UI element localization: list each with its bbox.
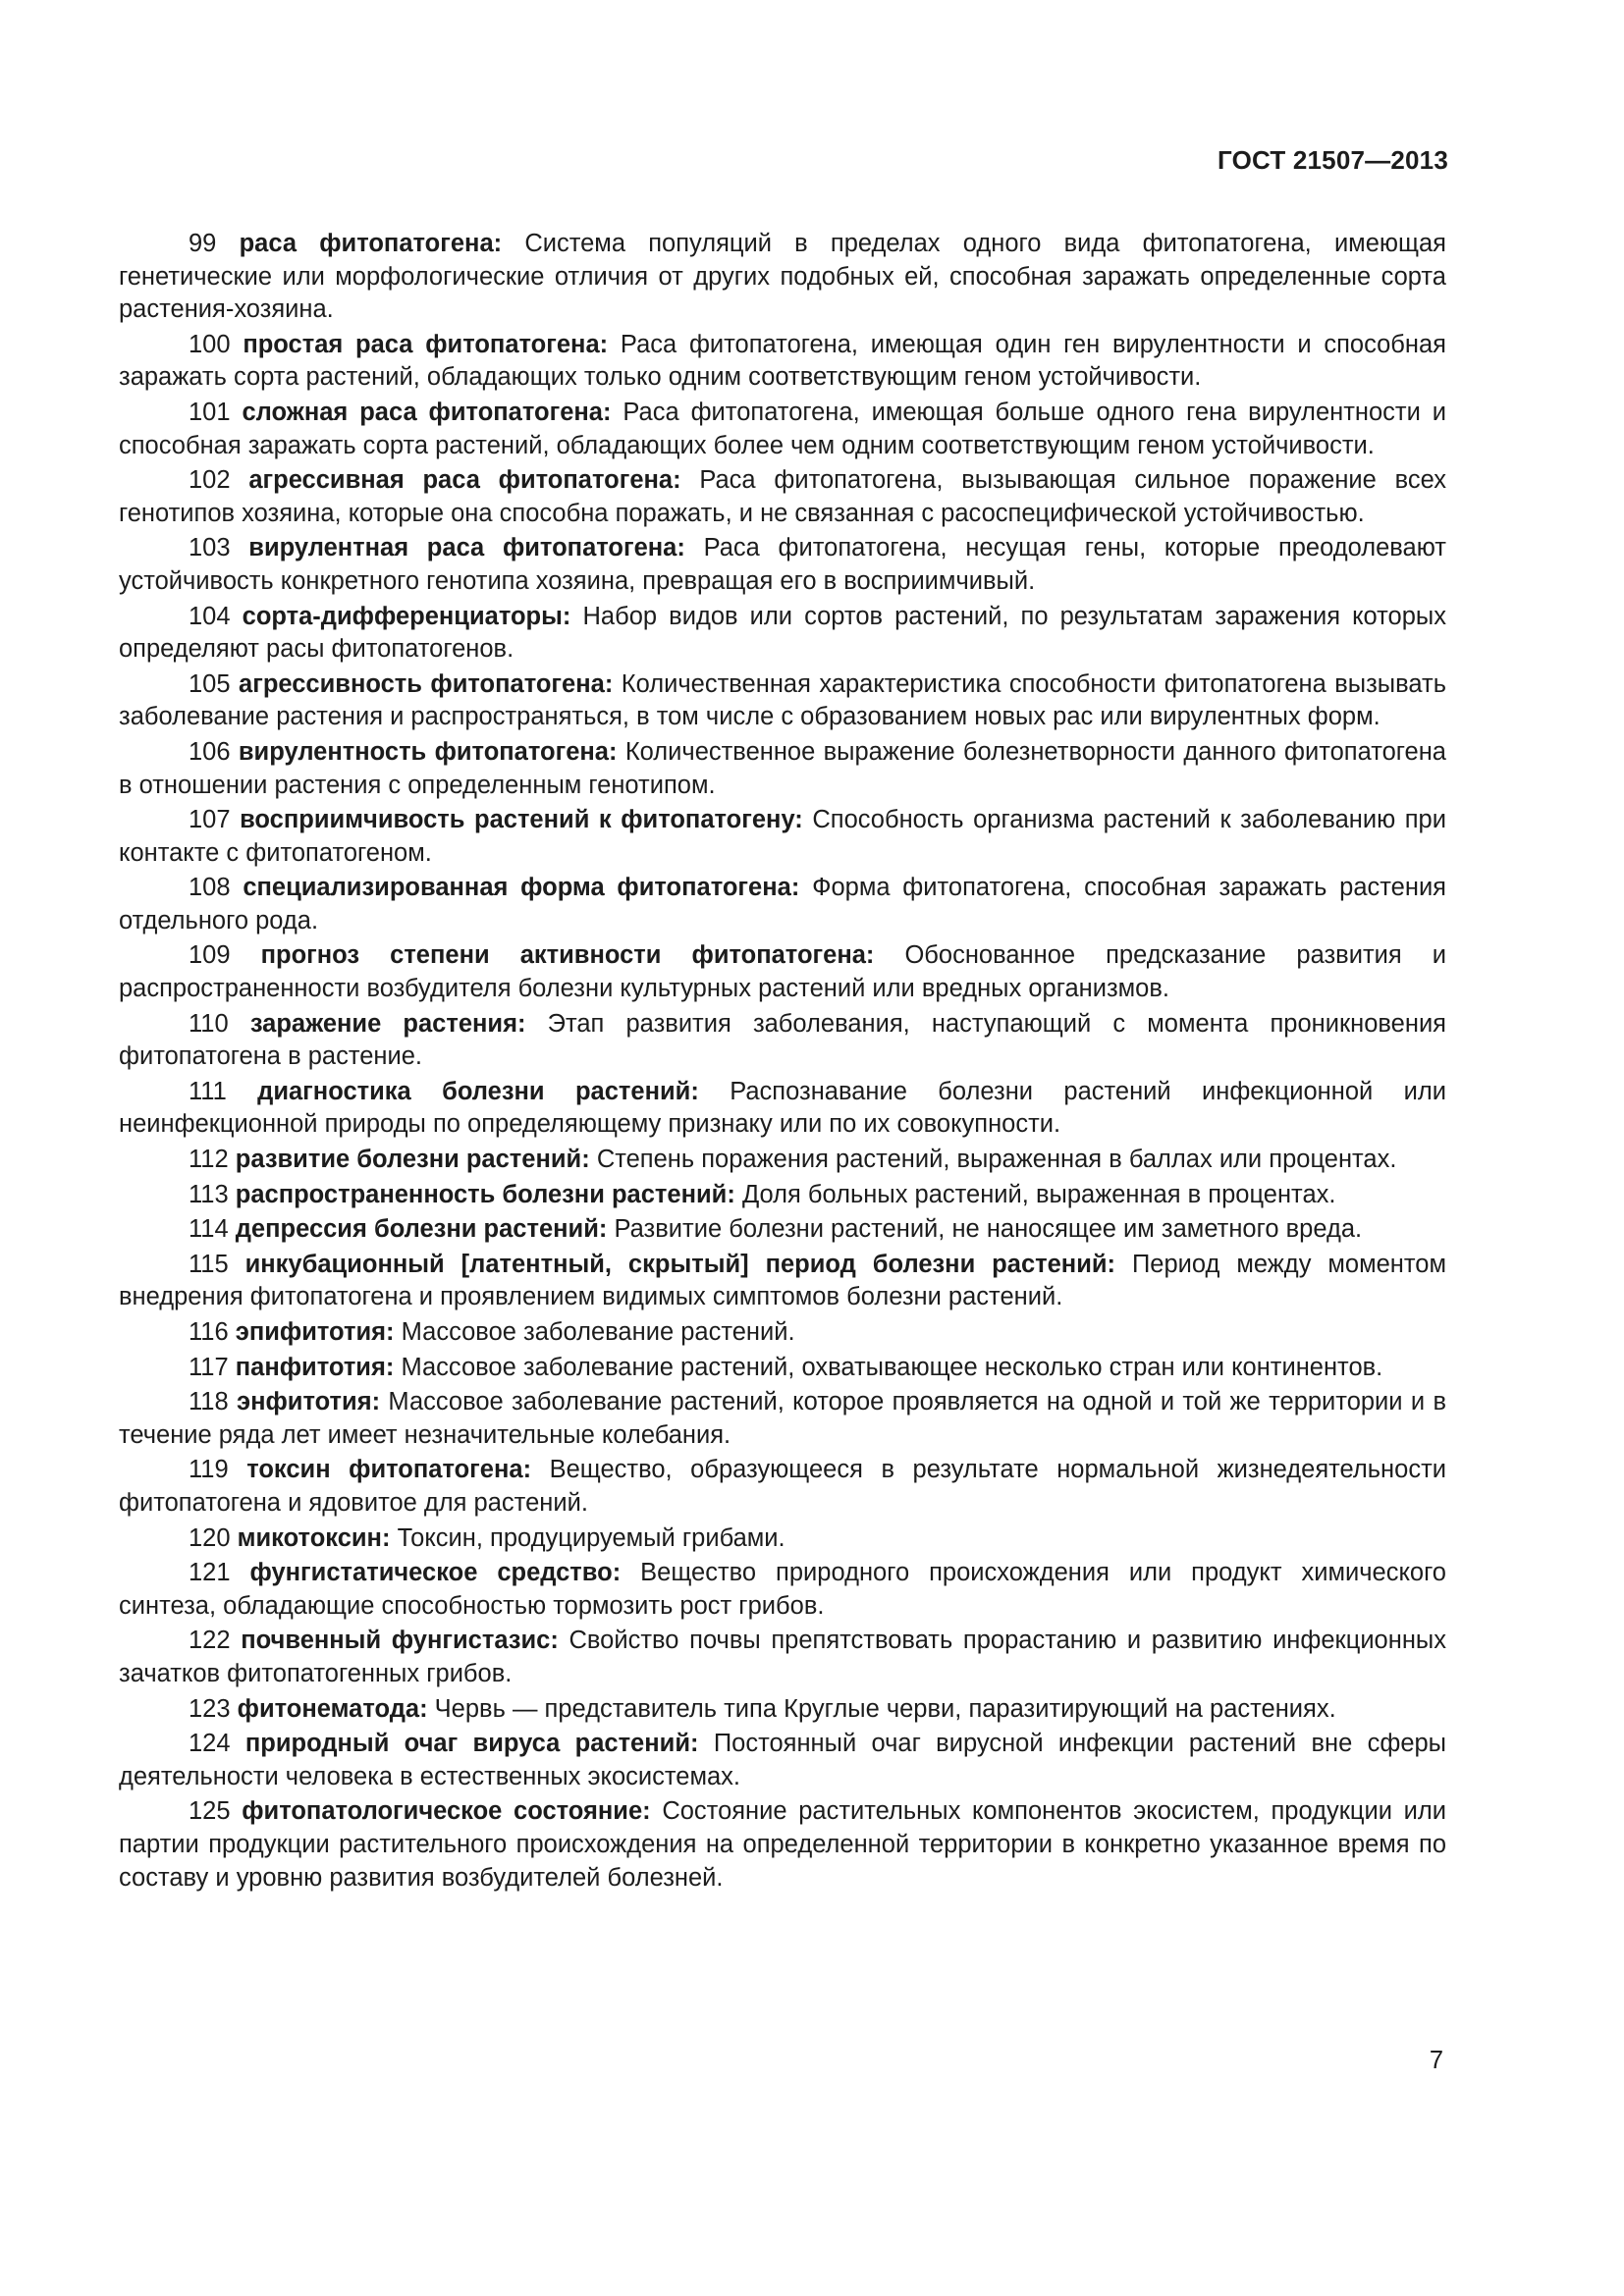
definition-entry [119, 1316, 1446, 1350]
entry-number: 119 [189, 1456, 229, 1484]
entry-definition: Массовое заболевание растений, охватывающее несколько стран или континентов. [401, 1353, 1383, 1381]
entry-term: простая раса фитопатогена: [243, 330, 609, 358]
entry-definition: Вещество природного происхождения или продукт химического синтеза, обладающие способностью тормозить рост грибов. [119, 1559, 1446, 1620]
definition-entry [119, 1522, 1446, 1556]
definition-entry [119, 228, 1446, 327]
entry-definition: Количественное выражение болезнетворности данного фитопатогена в отношении растения с определенным генотипом. [119, 737, 1446, 799]
entry-number: 102 [189, 466, 231, 495]
entry-number: 111 [189, 1077, 227, 1105]
definition-entry [119, 329, 1446, 395]
entry-number: 116 [189, 1318, 229, 1346]
entry-term: агрессивность фитопатогена: [239, 669, 614, 698]
entry-number: 120 [189, 1523, 231, 1552]
entry-term: вирулентная раса фитопатогена: [248, 534, 685, 562]
entry-number: 106 [189, 737, 231, 766]
entry-term: вирулентность фитопатогена: [238, 737, 618, 766]
definition-entry [119, 736, 1446, 802]
entry-definition: Состояние растительных компонентов экосистем, продукции или партии продукции растительного происхождения на определенной территории в конкретно указанное время по составу и уровню развития возбудителей болезней. [119, 1797, 1446, 1892]
entry-term: токсин фитопатогена: [246, 1456, 532, 1484]
definition-entry [119, 1693, 1446, 1727]
page-number: 7 [1429, 2047, 1443, 2074]
definition-entry [119, 1728, 1446, 1793]
entry-term: природный очаг вируса растений: [244, 1730, 699, 1758]
document-code-header: ГОСТ 21507—2013 [1218, 145, 1448, 175]
entry-term: прогноз степени активности фитопатогена: [260, 941, 875, 970]
entry-term: панфитотия: [235, 1353, 395, 1381]
definition-entry [119, 1008, 1446, 1074]
entry-definition: Червь — представитель типа Круглые черви, паразитирующий на растениях. [434, 1694, 1336, 1723]
entry-number: 105 [189, 669, 231, 698]
entry-term: фунгистатическое средство: [249, 1559, 622, 1587]
entry-number: 108 [189, 874, 231, 902]
definition-entry [119, 1076, 1446, 1142]
entry-definition: Распознавание болезни растений инфекционной или неинфекционной природы по определяющему признаку или по их совокупности. [119, 1077, 1447, 1139]
entry-term: восприимчивость растений к фитопатогену: [240, 806, 803, 834]
entry-term: почвенный фунгистазис: [241, 1627, 559, 1655]
entry-definition: Раса фитопатогена, несущая гены, которые преодолевают устойчивость конкретного генотипа хозяина, превращая его в восприимчивый. [119, 534, 1446, 595]
definition-entry [119, 397, 1446, 462]
definition-entry [119, 601, 1446, 667]
entry-number: 115 [189, 1250, 229, 1278]
entry-definition: Свойство почвы препятствовать прорастанию и развитию инфекционных зачатков фитопатогенных грибов. [119, 1627, 1446, 1687]
entry-definition: Раса фитопатогена, вызывающая сильное поражение всех генотипов хозяина, которые она способна поражать, и не связанная с расоспецифической устойчивостью. [119, 466, 1446, 527]
entry-term: развитие болезни растений: [235, 1146, 590, 1174]
entry-number: 107 [189, 806, 231, 834]
entry-definition: Постоянный очаг вирусной инфекции растений вне сферы деятельности человека в естественных экосистемах. [119, 1730, 1447, 1790]
entry-term: инкубационный [латентный, скрытый] период болезни растений: [244, 1250, 1116, 1278]
entry-number: 99 [189, 230, 217, 257]
entry-number: 122 [189, 1627, 231, 1655]
entry-term: агрессивная раса фитопатогена: [248, 466, 681, 495]
entry-number: 110 [189, 1009, 229, 1038]
definition-entry [119, 1249, 1446, 1314]
entry-definition: Способность организма растений к заболеванию при контакте с фитопатогеном. [119, 806, 1446, 867]
definition-entry [119, 804, 1446, 870]
definition-entry [119, 1213, 1446, 1247]
entry-term: фитопатологическое состояние: [242, 1797, 651, 1826]
entry-definition: Массовое заболевание растений, которое проявляется на одной и той же территории и в течение ряда лет имеет незначительные колебания. [119, 1388, 1446, 1449]
definition-entry [119, 532, 1446, 598]
definition-entry [119, 1625, 1446, 1690]
entry-definition: Количественная характеристика способности фитопатогена вызывать заболевание растения и распространяться, в том числе с образованием новых рас или вирулентных форм. [119, 669, 1446, 731]
definition-entry [119, 872, 1446, 937]
entry-number: 114 [189, 1215, 229, 1244]
entry-number: 125 [189, 1797, 231, 1826]
definition-entry [119, 1795, 1446, 1895]
entry-term: раса фитопатогена: [239, 230, 503, 257]
definition-entry [119, 1386, 1446, 1452]
entry-number: 124 [189, 1730, 231, 1758]
entry-definition: Доля больных растений, выраженная в процентах. [741, 1180, 1336, 1208]
entry-definition: Вещество, образующееся в результате нормальной жизнедеятельности фитопатогена и ядовитое для растений. [119, 1456, 1446, 1517]
entry-number: 118 [189, 1388, 229, 1416]
entry-term: микотоксин: [237, 1523, 391, 1552]
entry-number: 101 [189, 398, 231, 426]
entry-term: энфитотия: [236, 1388, 381, 1416]
entry-term: распространенность болезни растений: [235, 1180, 735, 1208]
definition-entry [119, 1144, 1446, 1177]
definition-entry [119, 668, 1446, 734]
entry-number: 103 [189, 534, 231, 562]
entry-definition: Период между моментом внедрения фитопатогена и проявлением видимых симптомов болезни растений. [119, 1250, 1446, 1311]
entry-number: 121 [189, 1559, 231, 1587]
definition-entry [119, 1179, 1446, 1212]
definition-entry [119, 1454, 1446, 1520]
entry-term: сорта-дифференциаторы: [242, 602, 571, 630]
entry-term: диагностика болезни растений: [257, 1077, 699, 1105]
entry-definition: Массовое заболевание растений. [401, 1318, 795, 1346]
definition-entry [119, 939, 1446, 1005]
entry-number: 123 [189, 1694, 231, 1723]
entry-term: заражение растения: [249, 1009, 526, 1038]
entry-term: специализированная форма фитопатогена: [243, 874, 800, 902]
entry-number: 117 [189, 1353, 229, 1381]
entry-definition: Обоснованное предсказание развития и распространенности возбудителя болезни культурных растений или вредных организмов. [119, 941, 1446, 1003]
entry-definition: Система популяций в пределах одного вида фитопатогена, имеющая генетические или морфологические отличия от других подобных ей, способная заражать определенные сорта растения-хозяина. [119, 230, 1446, 324]
entry-definition: Развитие болезни растений, не наносящее им заметного вреда. [614, 1215, 1363, 1244]
entry-definition: Этап развития заболевания, наступающий с момента проникновения фитопатогена в растение. [119, 1009, 1446, 1071]
entry-definition: Раса фитопатогена, имеющая больше одного гена вирулентности и способная заражать сорта растений, обладающих более чем одним соответствующим геном устойчивости. [119, 398, 1446, 459]
entry-number: 100 [189, 330, 231, 358]
entry-definition: Набор видов или сортов растений, по результатам заражения которых определяют расы фитопатогенов. [119, 602, 1446, 664]
entry-number: 112 [189, 1146, 229, 1174]
entry-term: эпифитотия: [235, 1318, 395, 1346]
definition-entry [119, 1352, 1446, 1385]
entry-definition: Токсин, продуцируемый грибами. [397, 1523, 785, 1552]
entry-number: 113 [189, 1180, 229, 1208]
definition-entry [119, 1557, 1446, 1623]
entry-definition: Форма фитопатогена, способная заражать растения отдельного рода. [119, 874, 1446, 934]
entry-definition: Степень поражения растений, выраженная в баллах или процентах. [596, 1146, 1397, 1174]
entry-number: 104 [189, 602, 231, 630]
entry-number: 109 [189, 941, 231, 970]
entry-term: фитонематода: [237, 1694, 428, 1723]
definitions-list [119, 228, 1446, 1896]
definition-entry [119, 464, 1446, 530]
entry-definition: Раса фитопатогена, имеющая один ген вирулентности и способная заражать сорта растений, обладающих только одним соответствующим геном устойчивости. [119, 330, 1446, 392]
entry-term: сложная раса фитопатогена: [242, 398, 612, 426]
entry-term: депрессия болезни растений: [235, 1215, 608, 1244]
